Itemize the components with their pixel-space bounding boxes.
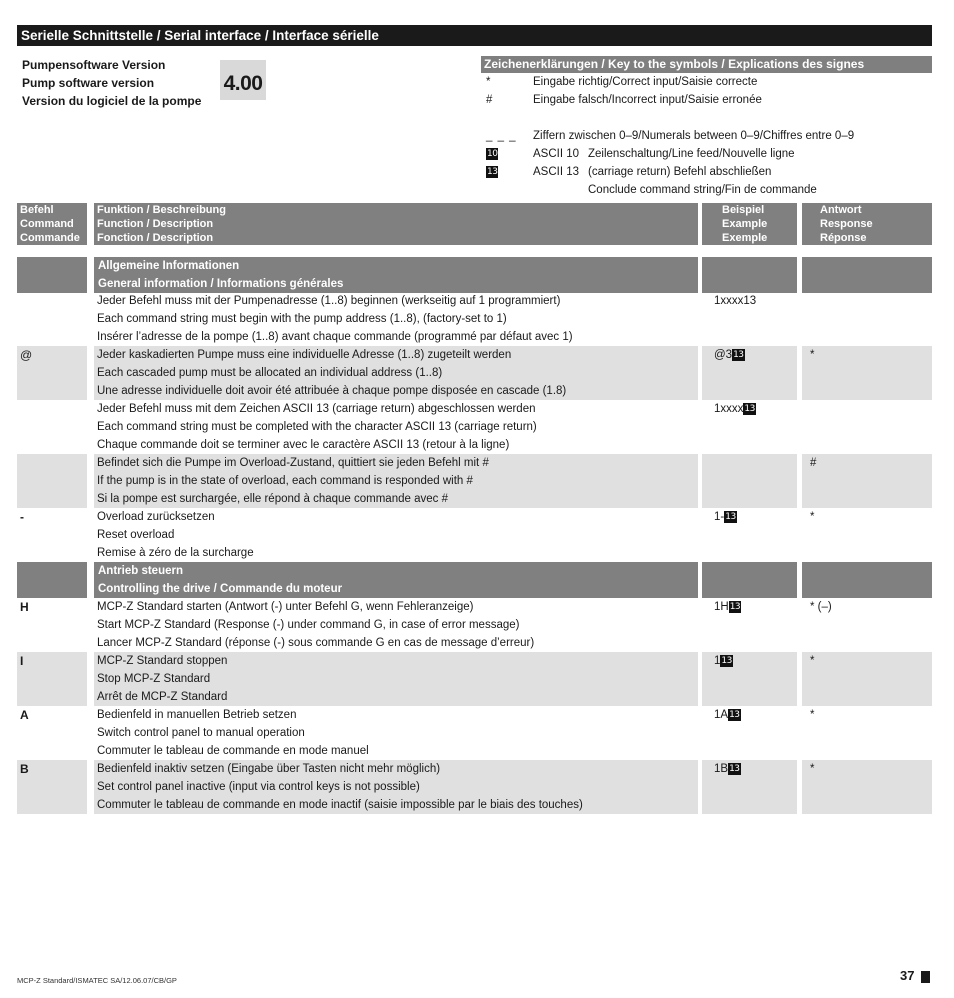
row-6-example-badge: 13 xyxy=(721,655,732,666)
row-4-line-fr: Remise à zéro de la surcharge xyxy=(97,547,254,559)
header-function xyxy=(94,203,698,245)
row-7-command: A xyxy=(20,708,29,722)
row-6-example xyxy=(702,652,797,706)
row-2-example xyxy=(702,400,797,454)
version-label-fr: Version du logiciel de la pompe xyxy=(22,94,202,108)
row-8-example xyxy=(702,760,797,814)
header-response-en: Response xyxy=(820,218,873,230)
key-code-ascii10: ASCII 10 xyxy=(533,148,580,160)
row-1-command: @ xyxy=(17,346,87,400)
row-4-description xyxy=(94,508,698,562)
row-4-response: * xyxy=(810,511,815,523)
row-2-response xyxy=(802,400,932,454)
row-7-example-badge: 13 xyxy=(729,709,740,720)
section2-example-cell xyxy=(702,562,797,598)
row-5-line-fr: Lancer MCP-Z Standard (réponse (-) sous commande G en cas de message d’erreur) xyxy=(97,637,535,649)
row-7-description xyxy=(94,706,698,760)
section-drive xyxy=(94,562,698,598)
page-number: 37 xyxy=(900,968,915,983)
row-1-example-badge: 13 xyxy=(733,349,744,360)
header-response-de: Antwort xyxy=(820,204,862,216)
row-7-example-text: 1A xyxy=(714,709,729,721)
key-text-ascii13-2: Conclude command string/Fin de commande xyxy=(588,184,817,196)
header-command xyxy=(17,203,87,245)
row-1-response: * xyxy=(802,346,932,400)
header-function-de: Funktion / Beschreibung xyxy=(97,204,226,216)
section2-response-cell xyxy=(802,562,932,598)
header-function-fr: Fonction / Description xyxy=(97,232,214,244)
row-0-line-en: Each command string must begin with the pump address (1..8), (factory-set to 1) xyxy=(97,313,507,325)
row-8-line-fr: Commuter le tableau de commande en mode inactif (saisie impossible par le biais des touches) xyxy=(97,799,583,811)
row-4-command: - xyxy=(20,510,24,524)
row-0-command xyxy=(17,292,87,346)
row-2-example-badge: 13 xyxy=(744,403,755,414)
version-label-en: Pump software version xyxy=(22,76,155,90)
row-3-line-de: Befindet sich die Pumpe im Overload-Zustand, quittiert sie jeden Befehl mit # xyxy=(97,457,489,469)
section-drive-line1: Antrieb steuern xyxy=(98,565,183,577)
row-6-response: * xyxy=(802,652,932,706)
page-marker xyxy=(921,971,930,983)
key-text-numerals: Ziffern zwischen 0–9/Numerals between 0–9/Chiffres entre 0–9 xyxy=(533,130,855,142)
row-2-command xyxy=(17,400,87,454)
key-symbol-ascii10 xyxy=(486,146,498,162)
row-4-line-de: Overload zurücksetzen xyxy=(97,511,215,523)
row-8-example-badge: 13 xyxy=(729,763,740,774)
row-2-line-fr: Chaque commande doit se terminer avec le caractère ASCII 13 (retour à la ligne) xyxy=(97,439,510,451)
key-symbol-ascii13 xyxy=(486,164,498,180)
section-cmd-cell xyxy=(17,257,87,293)
ascii10-badge: 10 xyxy=(487,148,498,159)
row-0-example xyxy=(702,292,797,346)
header-command-de: Befehl xyxy=(20,204,54,216)
row-8-command: B xyxy=(17,760,87,814)
row-3-line-en: If the pump is in the state of overload, each command is responded with # xyxy=(97,475,473,487)
key-symbol-numerals: _ _ _ xyxy=(486,130,517,142)
row-8-response: * xyxy=(802,760,932,814)
row-4-example xyxy=(702,508,797,562)
row-5-line-en: Start MCP-Z Standard (Response (-) under command G, in case of error message) xyxy=(97,619,520,631)
row-8-example-text: 1B xyxy=(714,763,729,775)
header-example xyxy=(702,203,797,245)
row-0-line-fr: Insérer l’adresse de la pompe (1..8) avant chaque commande (programmé par défaut avec 1) xyxy=(97,331,573,343)
row-1-example xyxy=(702,346,797,400)
row-2-line-de: Jeder Befehl muss mit dem Zeichen ASCII 13 (carriage return) abgeschlossen werden xyxy=(97,403,536,415)
row-2-example-text: 1xxxx xyxy=(714,403,744,415)
row-6-description xyxy=(94,652,698,706)
row-3-example xyxy=(702,454,797,508)
row-2-line-en: Each command string must be completed with the character ASCII 13 (carriage return) xyxy=(97,421,537,433)
section2-cmd-cell xyxy=(17,562,87,598)
row-7-response: * xyxy=(810,709,815,721)
key-text-ascii10: Zeilenschaltung/Line feed/Nouvelle ligne xyxy=(588,148,795,160)
row-7-line-en: Switch control panel to manual operation xyxy=(97,727,305,739)
section-general-line2: General information / Informations générales xyxy=(98,278,344,290)
row-1-line-fr: Une adresse individuelle doit avoir été attribuée à chaque pompe disposée en cascade (1.8) xyxy=(97,385,567,397)
row-5-example-text: 1H xyxy=(714,601,729,613)
key-text-incorrect: Eingabe falsch/Incorrect input/Saisie erronée xyxy=(533,94,762,106)
key-symbol-correct: * xyxy=(486,76,491,88)
row-3-response: # xyxy=(802,454,932,508)
row-5-description xyxy=(94,598,698,652)
row-3-line-fr: Si la pompe est surchargée, elle répond à chaque commande avec # xyxy=(97,493,448,505)
row-6-command: I xyxy=(17,652,87,706)
row-5-example-badge: 13 xyxy=(729,601,741,612)
version-label-de: Pumpensoftware Version xyxy=(22,58,166,72)
key-code-ascii13: ASCII 13 xyxy=(533,166,580,178)
row-0-response xyxy=(802,292,932,346)
row-8-line-de: Bedienfeld inaktiv setzen (Eingabe über Tasten nicht mehr möglich) xyxy=(97,763,441,775)
row-7-example xyxy=(702,706,797,760)
row-1-description xyxy=(94,346,698,400)
row-5-example xyxy=(702,598,797,652)
row-0-line-de: Jeder Befehl muss mit der Pumpenadresse (1..8) beginnen (werkseitig auf 1 programmiert) xyxy=(97,295,561,307)
header-response xyxy=(802,203,932,245)
key-symbol-incorrect: # xyxy=(486,94,493,106)
header-example-de: Beispiel xyxy=(722,204,765,216)
row-7-line-fr: Commuter le tableau de commande en mode manuel xyxy=(97,745,369,757)
section-response-cell xyxy=(802,257,932,293)
row-5-line-de: MCP-Z Standard starten (Antwort (-) unter Befehl G, wenn Fehleranzeige) xyxy=(97,601,474,613)
version-labels xyxy=(22,56,201,110)
row-6-line-en: Stop MCP-Z Standard xyxy=(97,673,211,685)
row-2-description xyxy=(94,400,698,454)
row-5-response: * (–) xyxy=(810,601,832,613)
section-drive-line2: Controlling the drive / Commande du moteur xyxy=(98,583,343,595)
section-general-line1: Allgemeine Informationen xyxy=(98,260,240,272)
row-6-example-text: 1 xyxy=(714,655,721,667)
row-8-line-en: Set control panel inactive (input via control keys is not possible) xyxy=(97,781,420,793)
key-text-correct: Eingabe richtig/Correct input/Saisie correcte xyxy=(533,76,758,88)
footer-reference: MCP-Z Standard/ISMATEC SA/12.06.07/CB/GP xyxy=(17,976,177,985)
row-4-example-badge: 13 xyxy=(725,511,736,522)
header-command-fr: Commande xyxy=(20,232,80,244)
version-value: 4.00 xyxy=(220,60,266,100)
row-7-line-de: Bedienfeld in manuellen Betrieb setzen xyxy=(97,709,297,721)
row-3-command xyxy=(17,454,87,508)
row-3-description xyxy=(94,454,698,508)
row-1-line-en: Each cascaded pump must be allocated an individual address (1..8) xyxy=(97,367,443,379)
header-example-fr: Exemple xyxy=(722,232,768,244)
row-6-line-fr: Arrêt de MCP-Z Standard xyxy=(97,691,228,703)
header-example-en: Example xyxy=(722,218,768,230)
row-1-line-de: Jeder kaskadierten Pumpe muss eine individuelle Adresse (1..8) zugeteilt werden xyxy=(97,349,512,361)
header-function-en: Function / Description xyxy=(97,218,214,230)
row-4-example-text: 1- xyxy=(714,511,725,523)
ascii13-badge: 13 xyxy=(487,166,498,177)
row-0-example-text: 1xxxx13 xyxy=(714,295,757,307)
section-example-cell xyxy=(702,257,797,293)
row-8-description xyxy=(94,760,698,814)
row-1-example-text: @3 xyxy=(714,349,733,361)
key-title: Zeichenerklärungen / Key to the symbols / Explications des signes xyxy=(481,56,932,73)
page-title: Serielle Schnittstelle / Serial interface / Interface sérielle xyxy=(17,25,932,46)
header-response-fr: Réponse xyxy=(820,232,867,244)
row-6-line-de: MCP-Z Standard stoppen xyxy=(97,655,228,667)
section-general xyxy=(94,257,698,293)
row-5-command: H xyxy=(20,600,29,614)
key-text-ascii13: (carriage return) Befehl abschließen xyxy=(588,166,772,178)
row-0-description xyxy=(94,292,698,346)
row-4-line-en: Reset overload xyxy=(97,529,175,541)
header-command-en: Command xyxy=(20,218,74,230)
